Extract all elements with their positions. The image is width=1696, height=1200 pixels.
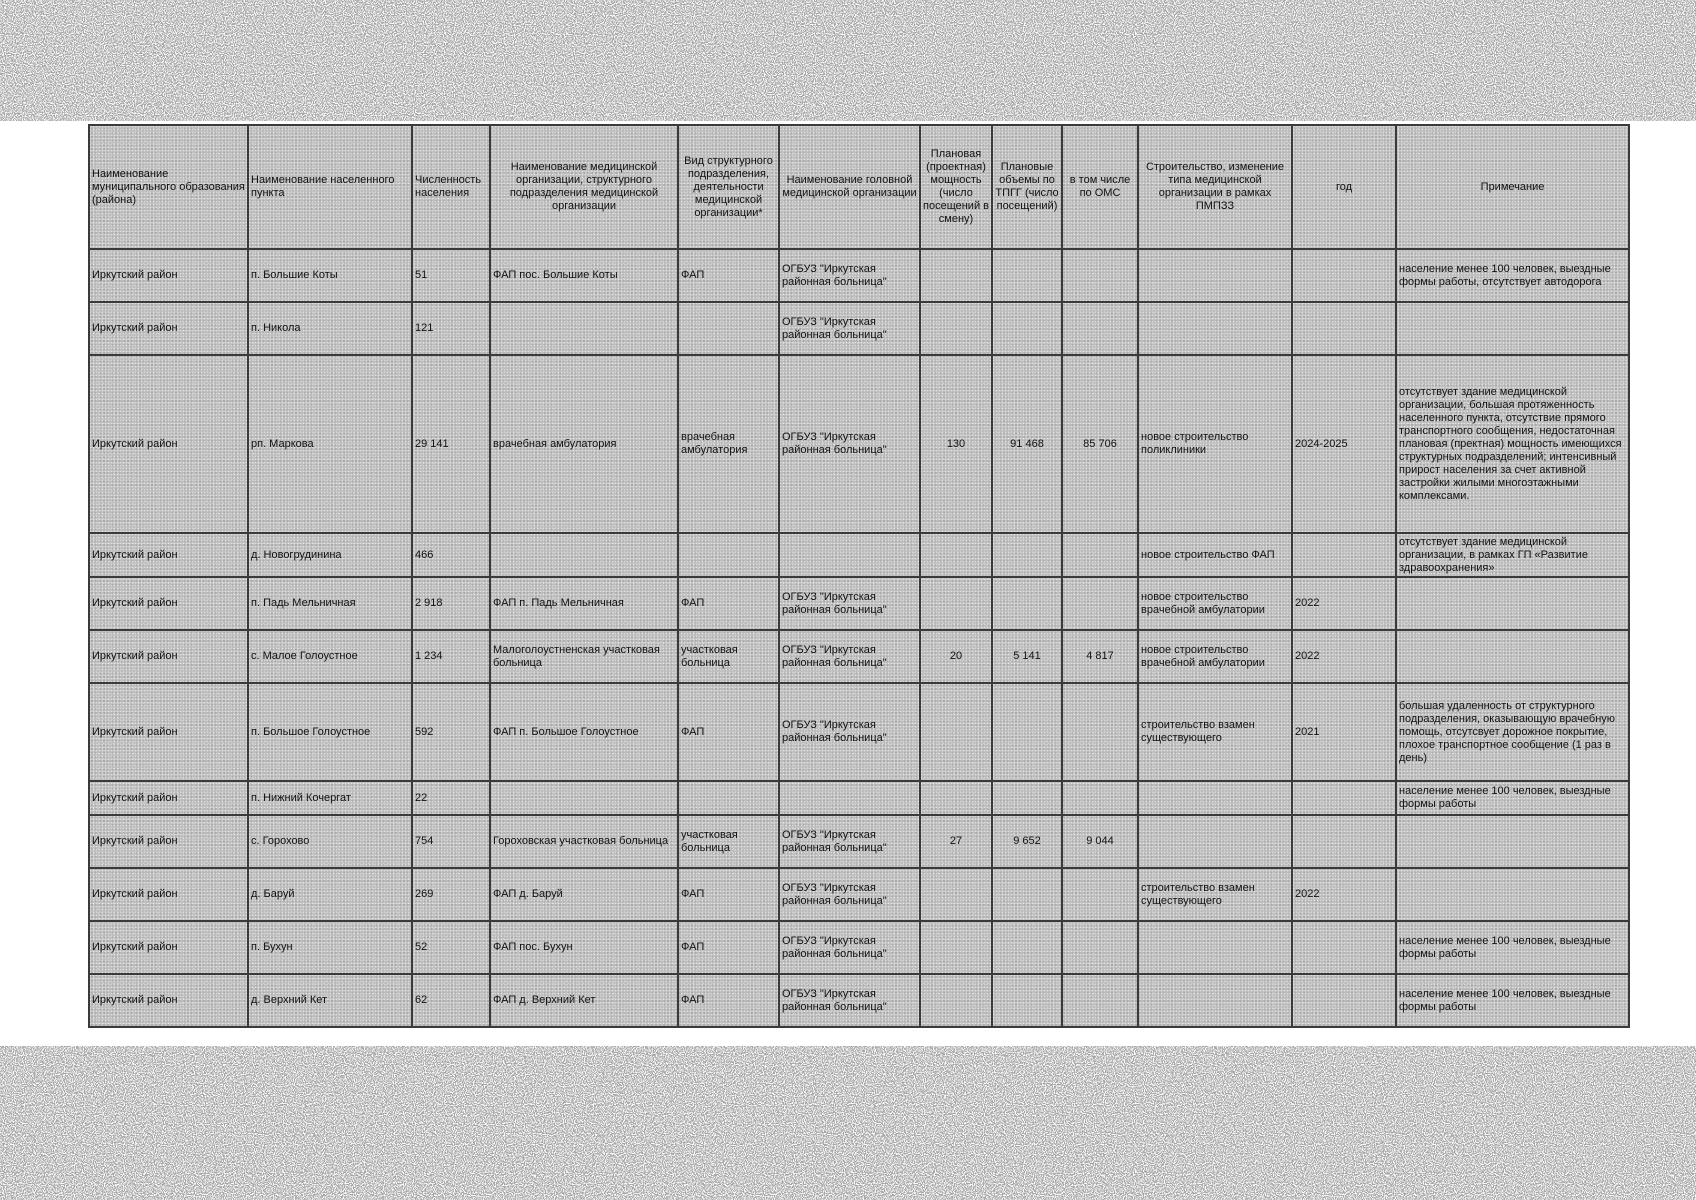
cell-unit-type: ФАП — [678, 683, 779, 781]
cell-volume — [992, 302, 1062, 355]
cell-construction — [1138, 781, 1292, 815]
cell-volume — [992, 683, 1062, 781]
cell-year — [1292, 533, 1396, 577]
cell-settlement: п. Никола — [248, 302, 412, 355]
cell-unit-type — [678, 533, 779, 577]
cell-settlement: п. Падь Мельничная — [248, 577, 412, 630]
cell-oms — [1062, 577, 1138, 630]
cell-unit-type — [678, 781, 779, 815]
cell-oms — [1062, 868, 1138, 921]
cell-head-org: ОГБУЗ "Иркутская районная больница" — [779, 868, 920, 921]
cell-district: Иркутский район — [89, 683, 248, 781]
cell-settlement: д. Верхний Кет — [248, 974, 412, 1027]
cell-year: 2024-2025 — [1292, 355, 1396, 533]
cell-unit-type: участковая больница — [678, 630, 779, 683]
cell-note: отсутствует здание медицинской организации, большая протяженность населенного пункта, отсутствие прямого транспортного сообщения, недостаточная плановая (пректная) мощность имеющихся структурных подразделений; интенсивный прирост населения за счет активной застройки жилыми многоэтажными комплексами. — [1396, 355, 1629, 533]
header-cell-head-org: Наименование головной медицинской организации — [779, 125, 920, 249]
header-cell-oms: в том числе по ОМС — [1062, 125, 1138, 249]
cell-population: 466 — [412, 533, 490, 577]
cell-capacity — [920, 683, 992, 781]
cell-capacity — [920, 868, 992, 921]
cell-district: Иркутский район — [89, 302, 248, 355]
cell-med-org: Гороховская участковая больница — [490, 815, 678, 868]
cell-head-org: ОГБУЗ "Иркутская районная больница" — [779, 630, 920, 683]
cell-oms — [1062, 683, 1138, 781]
cell-district: Иркутский район — [89, 533, 248, 577]
cell-capacity — [920, 249, 992, 302]
cell-note — [1396, 302, 1629, 355]
table-row — [89, 868, 1629, 921]
cell-construction: новое строительство врачебной амбулатории — [1138, 577, 1292, 630]
cell-population: 62 — [412, 974, 490, 1027]
cell-med-org: ФАП д. Баруй — [490, 868, 678, 921]
cell-oms: 9 044 — [1062, 815, 1138, 868]
cell-year — [1292, 921, 1396, 974]
cell-unit-type: ФАП — [678, 921, 779, 974]
cell-unit-type: ФАП — [678, 577, 779, 630]
cell-capacity — [920, 921, 992, 974]
cell-med-org: Малоголоустненская участковая больница — [490, 630, 678, 683]
cell-construction — [1138, 249, 1292, 302]
table-row — [89, 683, 1629, 781]
header-cell-unit-type: Вид структурного подразделения, деятельности медицинской организации* — [678, 125, 779, 249]
cell-district: Иркутский район — [89, 868, 248, 921]
cell-capacity — [920, 974, 992, 1027]
cell-year: 2022 — [1292, 630, 1396, 683]
cell-oms — [1062, 974, 1138, 1027]
cell-head-org: ОГБУЗ "Иркутская районная больница" — [779, 974, 920, 1027]
cell-construction — [1138, 815, 1292, 868]
header-cell-year: год — [1292, 125, 1396, 249]
table-row — [89, 815, 1629, 868]
cell-district: Иркутский район — [89, 781, 248, 815]
cell-settlement: п. Большое Голоустное — [248, 683, 412, 781]
cell-head-org — [779, 781, 920, 815]
cell-head-org: ОГБУЗ "Иркутская районная больница" — [779, 815, 920, 868]
cell-med-org: ФАП д. Верхний Кет — [490, 974, 678, 1027]
cell-construction — [1138, 974, 1292, 1027]
cell-note — [1396, 630, 1629, 683]
cell-construction: новое строительство врачебной амбулатории — [1138, 630, 1292, 683]
header-row — [89, 125, 1629, 249]
cell-volume — [992, 921, 1062, 974]
cell-note — [1396, 815, 1629, 868]
cell-head-org: ОГБУЗ "Иркутская районная больница" — [779, 577, 920, 630]
cell-unit-type: ФАП — [678, 249, 779, 302]
header-cell-volume: Плановые объемы по ТПГГ (число посещений) — [992, 125, 1062, 249]
table-row — [89, 533, 1629, 577]
cell-capacity — [920, 781, 992, 815]
cell-year — [1292, 815, 1396, 868]
cell-med-org: ФАП пос. Большие Коты — [490, 249, 678, 302]
cell-med-org — [490, 781, 678, 815]
cell-head-org: ОГБУЗ "Иркутская районная больница" — [779, 355, 920, 533]
cell-volume — [992, 974, 1062, 1027]
cell-settlement: п. Нижний Кочергат — [248, 781, 412, 815]
cell-head-org: ОГБУЗ "Иркутская районная больница" — [779, 921, 920, 974]
cell-oms: 4 817 — [1062, 630, 1138, 683]
table-row — [89, 249, 1629, 302]
cell-year — [1292, 974, 1396, 1027]
cell-year: 2022 — [1292, 577, 1396, 630]
cell-population: 754 — [412, 815, 490, 868]
cell-note: население менее 100 человек, выездные формы работы — [1396, 974, 1629, 1027]
cell-population: 1 234 — [412, 630, 490, 683]
cell-note: население менее 100 человек, выездные формы работы — [1396, 781, 1629, 815]
cell-capacity — [920, 533, 992, 577]
cell-med-org: ФАП п. Большое Голоустное — [490, 683, 678, 781]
cell-settlement: д. Баруй — [248, 868, 412, 921]
header-cell-construction: Строительство, изменение типа медицинской организации в рамках ПМПЗЗ — [1138, 125, 1292, 249]
cell-capacity: 20 — [920, 630, 992, 683]
cell-med-org — [490, 302, 678, 355]
cell-construction — [1138, 302, 1292, 355]
cell-note — [1396, 868, 1629, 921]
cell-year — [1292, 302, 1396, 355]
cell-note — [1396, 577, 1629, 630]
cell-population: 592 — [412, 683, 490, 781]
header-cell-med-org: Наименование медицинской организации, структурного подразделения медицинской организации — [490, 125, 678, 249]
cell-population: 121 — [412, 302, 490, 355]
cell-construction: строительство взамен существующего — [1138, 868, 1292, 921]
cell-district: Иркутский район — [89, 630, 248, 683]
cell-year — [1292, 781, 1396, 815]
cell-capacity — [920, 577, 992, 630]
cell-volume — [992, 868, 1062, 921]
cell-oms — [1062, 302, 1138, 355]
cell-population: 51 — [412, 249, 490, 302]
cell-volume — [992, 577, 1062, 630]
cell-district: Иркутский район — [89, 815, 248, 868]
cell-settlement: рп. Маркова — [248, 355, 412, 533]
cell-volume: 5 141 — [992, 630, 1062, 683]
cell-population: 29 141 — [412, 355, 490, 533]
cell-head-org: ОГБУЗ "Иркутская районная больница" — [779, 249, 920, 302]
cell-population: 52 — [412, 921, 490, 974]
header-cell-settlement: Наименование населенного пункта — [248, 125, 412, 249]
cell-district: Иркутский район — [89, 921, 248, 974]
table-row — [89, 781, 1629, 815]
cell-med-org — [490, 533, 678, 577]
cell-district: Иркутский район — [89, 249, 248, 302]
cell-population: 269 — [412, 868, 490, 921]
table-row — [89, 974, 1629, 1027]
cell-volume: 91 468 — [992, 355, 1062, 533]
cell-construction — [1138, 921, 1292, 974]
header-cell-district: Наименование муниципального образования (района) — [89, 125, 248, 249]
cell-construction: строительство взамен существующего — [1138, 683, 1292, 781]
table-row — [89, 921, 1629, 974]
cell-oms — [1062, 921, 1138, 974]
cell-unit-type — [678, 302, 779, 355]
cell-settlement: д. Новогрудинина — [248, 533, 412, 577]
cell-year: 2021 — [1292, 683, 1396, 781]
cell-settlement: п. Большие Коты — [248, 249, 412, 302]
cell-settlement: с. Малое Голоустное — [248, 630, 412, 683]
table-row — [89, 577, 1629, 630]
cell-district: Иркутский район — [89, 974, 248, 1027]
cell-settlement: п. Бухун — [248, 921, 412, 974]
cell-capacity: 130 — [920, 355, 992, 533]
cell-year: 2022 — [1292, 868, 1396, 921]
cell-head-org: ОГБУЗ "Иркутская районная больница" — [779, 683, 920, 781]
cell-note: население менее 100 человек, выездные формы работы — [1396, 921, 1629, 974]
cell-capacity: 27 — [920, 815, 992, 868]
cell-settlement: с. Горохово — [248, 815, 412, 868]
cell-capacity — [920, 302, 992, 355]
cell-construction: новое строительство ФАП — [1138, 533, 1292, 577]
cell-district: Иркутский район — [89, 577, 248, 630]
header-cell-population: Численность населения — [412, 125, 490, 249]
cell-volume — [992, 249, 1062, 302]
cell-oms — [1062, 781, 1138, 815]
cell-med-org: ФАП п. Падь Мельничная — [490, 577, 678, 630]
cell-district: Иркутский район — [89, 355, 248, 533]
cell-note: отсутствует здание медицинской организации, в рамках ГП «Развитие здравоохранения» — [1396, 533, 1629, 577]
cell-construction: новое строительство поликлиники — [1138, 355, 1292, 533]
cell-year — [1292, 249, 1396, 302]
header-cell-note: Примечание — [1396, 125, 1629, 249]
cell-note: население менее 100 человек, выездные формы работы, отсутствует автодорога — [1396, 249, 1629, 302]
cell-unit-type: врачебная амбулатория — [678, 355, 779, 533]
table-row — [89, 302, 1629, 355]
cell-head-org — [779, 533, 920, 577]
cell-oms — [1062, 249, 1138, 302]
cell-population: 22 — [412, 781, 490, 815]
cell-note: большая удаленность от структурного подразделения, оказывающую врачебную помощь, отсутсвует дорожное покрытие, плохое транспортное сообщение (1 раз в день) — [1396, 683, 1629, 781]
cell-volume — [992, 781, 1062, 815]
cell-med-org: врачебная амбулатория — [490, 355, 678, 533]
cell-unit-type: участковая больница — [678, 815, 779, 868]
cell-population: 2 918 — [412, 577, 490, 630]
cell-head-org: ОГБУЗ "Иркутская районная больница" — [779, 302, 920, 355]
data-table — [88, 124, 1630, 1028]
table-row — [89, 355, 1629, 533]
cell-oms — [1062, 533, 1138, 577]
cell-oms: 85 706 — [1062, 355, 1138, 533]
cell-unit-type: ФАП — [678, 868, 779, 921]
cell-unit-type: ФАП — [678, 974, 779, 1027]
table-row — [89, 630, 1629, 683]
cell-med-org: ФАП пос. Бухун — [490, 921, 678, 974]
cell-volume — [992, 533, 1062, 577]
header-cell-capacity: Плановая (проектная) мощность (число посещений в смену) — [920, 125, 992, 249]
cell-volume: 9 652 — [992, 815, 1062, 868]
